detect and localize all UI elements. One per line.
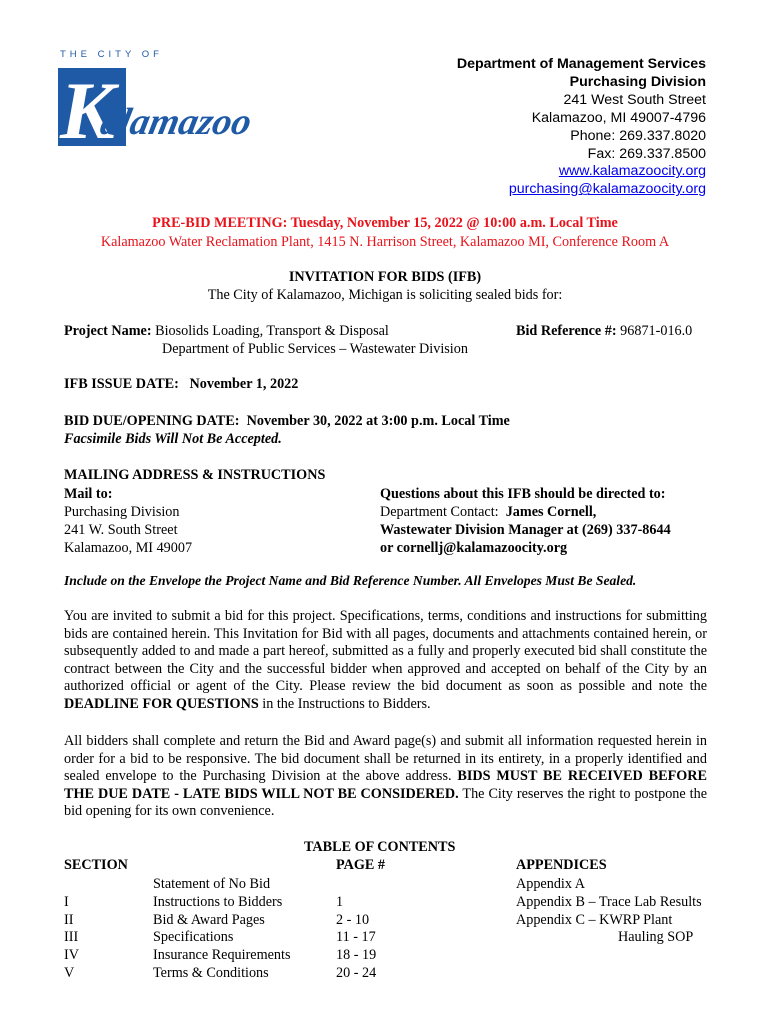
appendix-item: Appendix C – KWRP Plant [516,911,673,928]
department-name: Department of Management Services [456,56,706,72]
street-address: 241 West South Street [563,91,706,108]
toc-section-title: Statement of No Bid [153,876,271,892]
toc-section-title: Terms & Conditions [153,964,269,981]
project-division: Department of Public Services – Wastewater Division [162,341,468,357]
toc-section-title: Instructions to Bidders [153,893,283,910]
fax-number: Fax: 269.337.8500 [587,145,706,162]
mailing-line: Kalamazoo, MI 49007 [64,540,193,556]
toc-appendices-column [516,876,702,947]
toc-page-range: 2 - 10 [336,911,370,928]
toc-section-title: Insurance Requirements [153,947,291,964]
deadline-for-questions: DEADLINE FOR QUESTIONS [64,695,259,712]
ifb-subtitle: The City of Kalamazoo, Michigan is soliciting sealed bids for: [207,287,563,303]
contact-label: Department Contact: [380,504,506,520]
contact-name: James Cornell, [505,504,597,520]
toc-page-range: 1 [336,893,344,910]
paragraph1-tail: in the Instructions to Bidders. [258,695,431,712]
logo-top-text: THE CITY OF [60,49,163,60]
prebid-location: Kalamazoo Water Reclamation Plant, 1415 N. Harrison Street, Kalamazoo MI, Conference Room A [100,234,670,250]
website-link[interactable]: www.kalamazoocity.org [558,163,706,180]
ifb-title: INVITATION FOR BIDS (IFB) [288,269,482,285]
paragraph2-tail: The City reserves the right to postpone the bid opening for its own convenience. [64,785,707,820]
phone-number: Phone: 269.337.8020 [570,127,706,144]
toc-section-column [64,876,79,983]
department-header [457,56,706,199]
toc-section-number: V [64,964,75,981]
toc-section-number: II [64,911,74,928]
mail-to-label: Mail to: [64,486,113,502]
toc-section-title: Specifications [153,929,234,946]
facsimile-note: Facsimile Bids Will Not Be Accepted. [64,431,282,447]
toc-page-range: 20 - 24 [336,964,377,981]
bids-must-be-received: BIDS MUST BE RECEIVED BEFORE THE DUE DATE - LATE BIDS WILL NOT BE CONSIDERED. [64,768,707,802]
contact-email: or cornellj@kalamazoocity.org [380,540,568,556]
bid-reference-value: 96871-016.0 [620,323,693,339]
mailing-address [64,485,192,557]
logo-brand-text: alamazoo [96,101,256,143]
appendix-item: Appendix A [516,876,585,892]
paragraph1-text: You are invited to submit a bid for this project. Specifications, terms, conditions and instructions for submitting bids are contained herein. This Invitation for Bid with all pages, documents and attachments contained herein, or subsequently added to and made a part hereof, submitted as a fully and properly executed bid shall constitute the contract between the City and the successful bidder when approved and accepted on behalf of the City by an authorized official or agent of the City. Please review the bid document as soon as possible and note the [64,608,707,695]
toc-appendices-header: APPENDICES [516,857,607,873]
toc-page-range [336,876,376,894]
city-state-zip: Kalamazoo, MI 49007-4796 [531,109,706,126]
bid-reference [516,323,692,340]
mailing-line: 241 W. South Street [64,522,178,538]
division-name: Purchasing Division [569,73,706,90]
toc-title-column [153,876,291,983]
appendix-item: Appendix B – Trace Lab Results [516,893,702,910]
toc-section-header: SECTION [64,857,128,873]
contact-line [380,503,671,521]
mailing-line: Purchasing Division [64,504,180,520]
toc-section-number: III [64,929,79,946]
ifb-issue-date: IFB ISSUE DATE: November 1, 2022 [64,376,299,392]
questions-heading: Questions about this IFB should be directed to: [380,486,666,502]
email-link[interactable]: purchasing@kalamazoocity.org [508,181,706,198]
prebid-heading: PRE-BID MEETING: Tuesday, November 15, 2022 @ 10:00 a.m. Local Time [152,215,618,231]
toc-section-number: IV [64,947,79,964]
invitation-paragraph [64,608,707,714]
bid-due-date: BID DUE/OPENING DATE: November 30, 2022 at 3:00 p.m. Local Time [64,413,510,429]
toc-page-column [336,876,376,983]
toc-page-range: 11 - 17 [336,929,376,946]
kalamazoo-wordmark-icon [58,62,256,156]
questions-block [380,485,671,557]
toc-title: TABLE OF CONTENTS [304,839,456,855]
svg-text:K: K [60,65,115,156]
mailing-heading: MAILING ADDRESS & INSTRUCTIONS [64,467,326,483]
envelope-note: Include on the Envelope the Project Name and Bid Reference Number. All Envelopes Must Be Sealed. [64,573,637,588]
contact-title: Wastewater Division Manager at (269) 337-8644 [380,522,671,538]
toc-section-number [64,876,79,894]
toc-page-header: PAGE # [336,857,385,873]
toc-section-title: Bid & Award Pages [153,911,265,928]
bid-reference-label: Bid Reference #: [516,323,617,339]
project-name-value: Biosolids Loading, Transport & Disposal [155,323,389,339]
toc-section-number: I [64,893,69,910]
paragraph2-text: All bidders shall complete and return the Bid and Award page(s) and submit all information requested herein in order for a bid to be responsive. The bid document shall be returned in its entirety, in a properly identified and sealed envelope to the Purchasing Division at the above address. [64,733,707,785]
toc-page-range: 18 - 19 [336,947,377,964]
project-name-block [64,323,389,340]
bidder-instructions-paragraph [64,733,707,821]
project-name-label: Project Name: [64,323,152,339]
appendix-item: Hauling SOP [618,929,694,946]
